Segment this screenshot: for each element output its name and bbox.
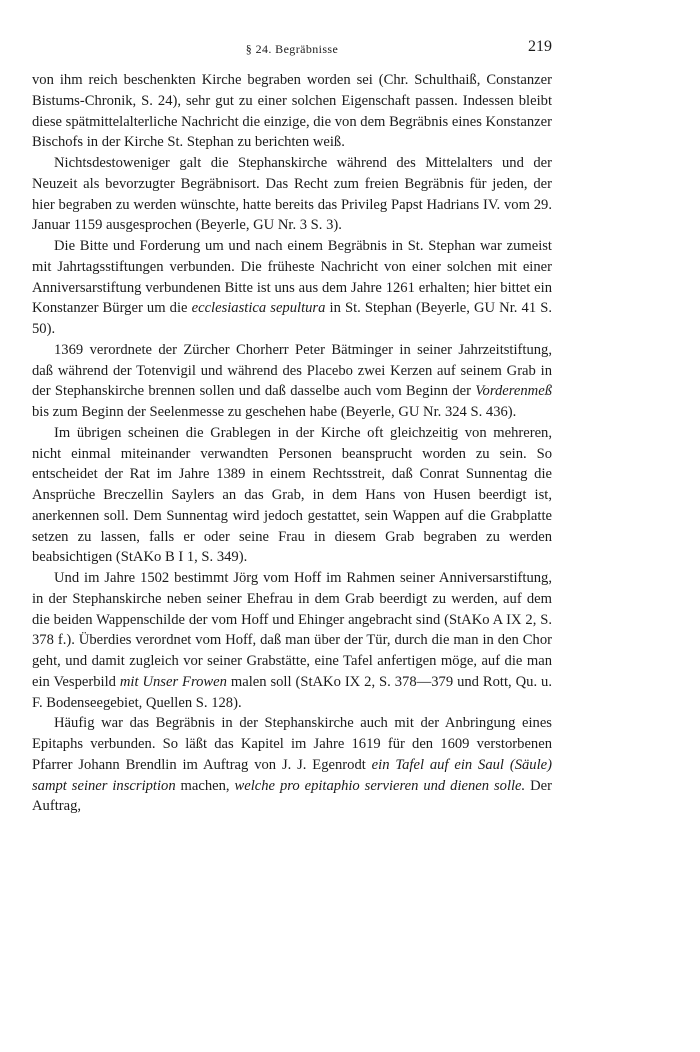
text-span: bis zum Beginn der Seelenmesse zu geschehen habe (Beyerle, GU Nr. 324 S. 436). [32, 404, 517, 420]
italic-span: ecclesiastica sepultura [191, 300, 326, 317]
running-head: § 24. Begräbnisse [245, 42, 339, 56]
paragraph [32, 568, 552, 713]
page-header [32, 38, 552, 60]
text-span: Im übrigen scheinen die Grablegen in der Kirche oft gleichzeitig von mehreren, nicht einmal miteinander verwandten Personen beansprucht worden zu sein. So entscheidet der Rat im Jahre 1389 in einem Rechtsstreit, daß Conrat Sunnentag die Ansprüche Breczellin Saylers an das Grab, in dem Hans von Husen beerdigt ist, anerkennen soll. Dem Sunnentag wird jedoch gestattet, sein Wappen auf die Grabplatte setzen zu lassen, falls er oder seine Frau in diesem Grab begraben zu werden beabsichtigen (StAKo B I 1, S. 349). [32, 424, 552, 566]
text-span: Häufig war das Begräbnis in der Stephanskirche auch mit der Anbringung eines Epitaphs verbunden. So läßt das Kapitel im Jahre 1619 für den 1609 verstorbenen Pfarrer Johann Brendlin im Auftrag von J. J. Egenrodt [32, 715, 552, 773]
paragraph [32, 340, 552, 423]
text-span: Die Bitte und Forderung um und nach einem Begräbnis in St. Stephan war zumeist mit Jahrtagsstiftungen verbunden. Die früheste Nachricht von einer solchen mit einer Anniversarstiftung verbundenen Bitte ist uns aus dem Jahre 1261 erhalten; hier bittet ein Konstanzer Bürger um die [32, 238, 552, 317]
paragraph [32, 423, 552, 568]
text-span: 1369 verordnete der Zürcher Chorherr Peter Bätminger in seiner Jahrzeitstiftung, daß während der Totenvigil und während des Placebo zwei Kerzen auf seinem Grab in der Stephanskirche brennen sollen und daß dasselbe auch vom Beginn der [32, 341, 552, 400]
italic-span: mit Unser Frowen [119, 673, 227, 690]
text-span: Und im Jahre 1502 bestimmt Jörg vom Hoff im Rahmen seiner Anniversarstiftung, in der Stephanskirche neben seiner Ehefrau in dem Grab beerdigt zu werden, auf dem die beiden Wappenschilde der vom Hoff und Ehinger angebracht sind (StAKo A IX 2, S. 378 f.). Überdies verordnet vom Hoff, daß man über der Tür, durch die man in den Chor geht, und damit zugleich vor seiner Grabstätte, eine Tafel anfertigen möge, auf die man ein Vesperbild [32, 570, 552, 690]
paragraph [32, 70, 552, 153]
text-span: Der Auftrag, [32, 777, 552, 815]
page-number: 219 [528, 38, 552, 55]
italic-span: ein Tafel auf ein Saul (Säule) sampt seiner inscription [32, 756, 552, 794]
text-span: malen soll (StAKo IX 2, S. 378—379 und Rott, Qu. u. F. Bodenseegebiet, Quellen S. 128). [32, 673, 552, 711]
text-span: Nichtsdestoweniger galt die Stephanskirche während des Mittelalters und der Neuzeit als bevorzugter Begräbnisort. Das Recht zum freien Begräbnis für jeden, der hier begraben zu werden wünschte, hatte bereits das Privileg Papst Hadrians IV. vom 29. Januar 1159 ausgesprochen (Beyerle, GU Nr. 3 S. 3). [32, 155, 552, 234]
paragraph [32, 713, 552, 817]
paragraph [32, 236, 552, 340]
italic-span: Vorderenmeß [475, 383, 552, 400]
italic-span: welche pro epitaphio servieren und dienen solle. [234, 777, 526, 794]
paragraph [32, 153, 552, 236]
text-span: in St. Stephan (Beyerle, GU Nr. 41 S. 50). [32, 300, 552, 337]
text-span: von ihm reich beschenkten Kirche begraben worden sei (Chr. Schulthaiß, Constanzer Bistums-Chronik, S. 24), sehr gut zu einer solchen Eigenschaft passen. Indessen bleibt diese spätmittelalterliche Nachricht die einzige, die von dem Begräbnis eines Konstanzer Bischofs in der Kirche St. Stephan zu berichten weiß. [32, 72, 552, 151]
text-span: machen, [175, 777, 235, 794]
body-text [32, 70, 552, 817]
